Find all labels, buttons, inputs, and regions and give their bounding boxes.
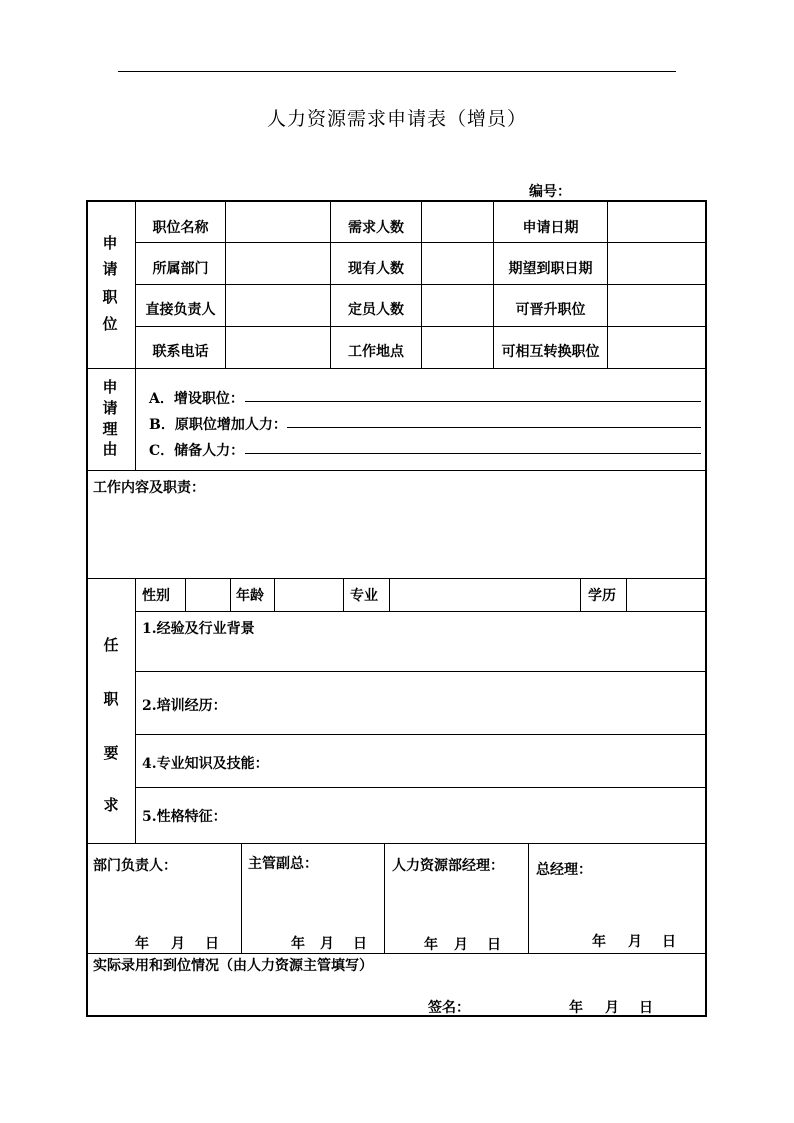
gender-label: 性别 bbox=[142, 588, 170, 604]
divider bbox=[135, 242, 706, 243]
training-label: 2.培训经历： bbox=[142, 698, 227, 714]
divider bbox=[274, 579, 275, 611]
duties-label: 工作内容及职责： bbox=[93, 480, 205, 496]
divider bbox=[135, 787, 706, 788]
divider bbox=[343, 579, 344, 611]
divider bbox=[135, 326, 706, 327]
divider bbox=[87, 843, 706, 844]
header-rule bbox=[118, 71, 676, 72]
reason-option-b: B．原职位增加人力： bbox=[149, 417, 287, 433]
reason-c-fill-line[interactable] bbox=[245, 453, 701, 454]
divider bbox=[230, 579, 231, 611]
divider bbox=[135, 611, 706, 612]
current-headcount-label: 现有人数 bbox=[348, 261, 404, 277]
major-label: 专业 bbox=[350, 588, 378, 604]
page-title: 人力资源需求申请表（增员） bbox=[266, 108, 527, 130]
job-title-label: 职位名称 bbox=[152, 220, 209, 236]
hr-manager-signature-label: 人力资源部经理： bbox=[392, 858, 504, 874]
divider bbox=[389, 579, 390, 611]
divider bbox=[384, 844, 385, 953]
gm-signature-label: 总经理： bbox=[536, 862, 592, 878]
divider bbox=[87, 578, 706, 579]
divider bbox=[580, 579, 581, 611]
divider bbox=[185, 579, 186, 611]
reason-option-a: A．增设职位： bbox=[149, 391, 244, 407]
actual-hire-label: 实际录用和到位情况（由人力资源主管填写） bbox=[93, 958, 373, 974]
reason-option-c: C．储备人力： bbox=[149, 443, 245, 459]
divider bbox=[135, 369, 136, 470]
divider bbox=[87, 470, 706, 471]
education-label: 学历 bbox=[588, 588, 616, 604]
age-label: 年龄 bbox=[236, 588, 264, 604]
reason-b-fill-line[interactable] bbox=[287, 427, 701, 428]
divider bbox=[528, 844, 529, 953]
serial-number-label: 编号： bbox=[529, 184, 571, 200]
expected-start-date-label: 期望到职日期 bbox=[508, 261, 593, 277]
divider bbox=[87, 368, 706, 369]
dept-head-signature-label: 部门负责人： bbox=[93, 858, 177, 874]
divider bbox=[135, 734, 706, 735]
divider bbox=[135, 284, 706, 285]
direct-supervisor-label: 直接负责人 bbox=[145, 302, 216, 318]
transferable-position-label: 可相互转换职位 bbox=[501, 344, 600, 360]
authorized-headcount-label: 定员人数 bbox=[348, 302, 404, 318]
divider bbox=[626, 579, 627, 611]
headcount-needed-label: 需求人数 bbox=[348, 220, 404, 236]
divider bbox=[87, 953, 706, 954]
work-location-label: 工作地点 bbox=[348, 344, 404, 360]
divider bbox=[135, 579, 136, 843]
actual-hire-signature-label: 签名： bbox=[428, 1000, 470, 1016]
reason-a-fill-line[interactable] bbox=[245, 401, 701, 402]
personality-label: 5.性格特征： bbox=[142, 809, 227, 825]
divider bbox=[135, 671, 706, 672]
skills-label: 4.专业知识及技能： bbox=[142, 756, 269, 772]
promotion-position-label: 可晋升职位 bbox=[515, 302, 586, 318]
experience-label: 1.经验及行业背景 bbox=[142, 621, 255, 637]
application-date-label: 申请日期 bbox=[522, 220, 579, 236]
form-table bbox=[86, 200, 707, 1017]
department-label: 所属部门 bbox=[152, 261, 209, 277]
contact-phone-label: 联系电话 bbox=[152, 344, 209, 360]
vp-signature-label: 主管副总： bbox=[248, 856, 318, 872]
divider bbox=[241, 844, 242, 953]
